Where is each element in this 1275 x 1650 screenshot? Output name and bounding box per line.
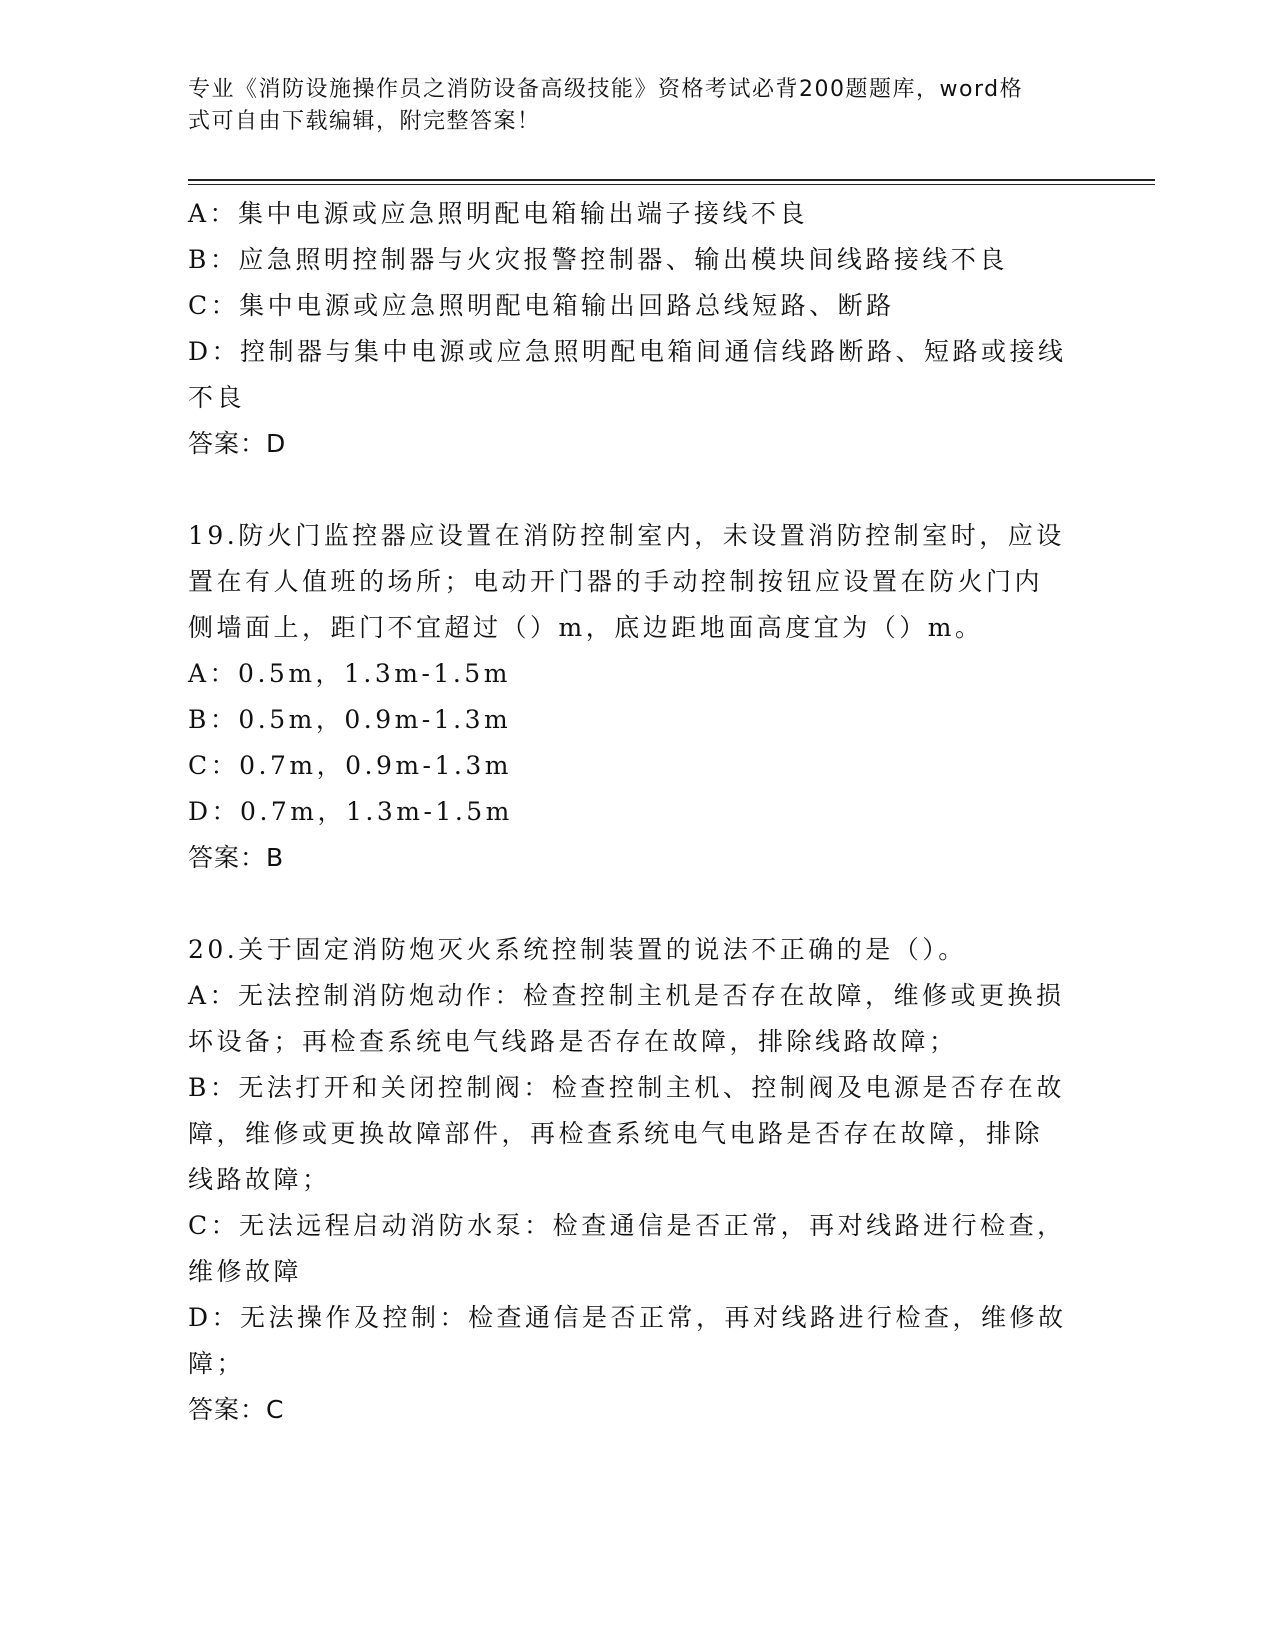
header-divider-thick	[188, 179, 1155, 181]
header-line-1: 专业《消防设施操作员之消防设备高级技能》资格考试必背200题题库，word格	[188, 77, 1024, 102]
option-line: 不良	[188, 383, 246, 412]
answer-line: 答案：B	[188, 843, 285, 872]
question-18-block	[188, 191, 1068, 467]
document-header	[188, 74, 1078, 138]
option-line: 线路故障；	[188, 1165, 331, 1194]
option-line: D：无法操作及控制：检查通信是否正常，再对线路进行检查，维修故	[188, 1303, 1067, 1332]
answer-line: 答案：D	[188, 429, 287, 458]
answer-line: 答案：C	[188, 1395, 285, 1424]
option-line: B：0.5m，0.9m-1.3m	[188, 705, 512, 734]
option-line: C：无法远程启动消防水泵：检查通信是否正常，再对线路进行检查，	[188, 1211, 1066, 1240]
question-20-block	[188, 927, 1068, 1433]
option-line: 坏设备；再检查系统电气线路是否存在故障，排除线路故障；	[188, 1027, 958, 1056]
header-divider-thin	[188, 184, 1155, 185]
spacer	[188, 467, 1068, 513]
option-line: C：集中电源或应急照明配电箱输出回路总线短路、断路	[188, 291, 895, 320]
question-stem-line: 侧墙面上，距门不宜超过（）m，底边距地面高度宜为（）m。	[188, 613, 984, 642]
option-line: B：应急照明控制器与火灾报警控制器、输出模块间线路接线不良	[188, 245, 1008, 274]
question-19-block	[188, 513, 1068, 881]
spacer	[188, 881, 1068, 927]
option-line: D：控制器与集中电源或应急照明配电箱间通信线路断路、短路或接线	[188, 337, 1067, 366]
option-line: D：0.7m，1.3m-1.5m	[188, 797, 513, 826]
option-line: 障，维修或更换故障部件，再检查系统电气电路是否存在故障，排除	[188, 1119, 1044, 1148]
question-stem-line: 20.关于固定消防炮灭火系统控制装置的说法不正确的是（）。	[188, 935, 967, 964]
option-line: C：0.7m，0.9m-1.3m	[188, 751, 512, 780]
option-line: 障；	[188, 1349, 246, 1378]
option-line: 维修故障	[188, 1257, 303, 1286]
question-stem-line: 置在有人值班的场所；电动开门器的手动控制按钮应设置在防火门内	[188, 567, 1044, 596]
option-line: A：无法控制消防炮动作：检查控制主机是否存在故障，维修或更换损	[188, 981, 1065, 1010]
option-line: B：无法打开和关闭控制阀：检查控制主机、控制阀及电源是否存在故	[188, 1073, 1065, 1102]
header-line-2: 式可自由下载编辑，附完整答案！	[188, 109, 541, 134]
question-content	[188, 191, 1068, 1433]
option-line: A：集中电源或应急照明配电箱输出端子接线不良	[188, 199, 809, 228]
option-line: A：0.5m，1.3m-1.5m	[188, 659, 511, 688]
question-stem-line: 19.防火门监控器应设置在消防控制室内，未设置消防控制室时，应设	[188, 521, 1065, 550]
